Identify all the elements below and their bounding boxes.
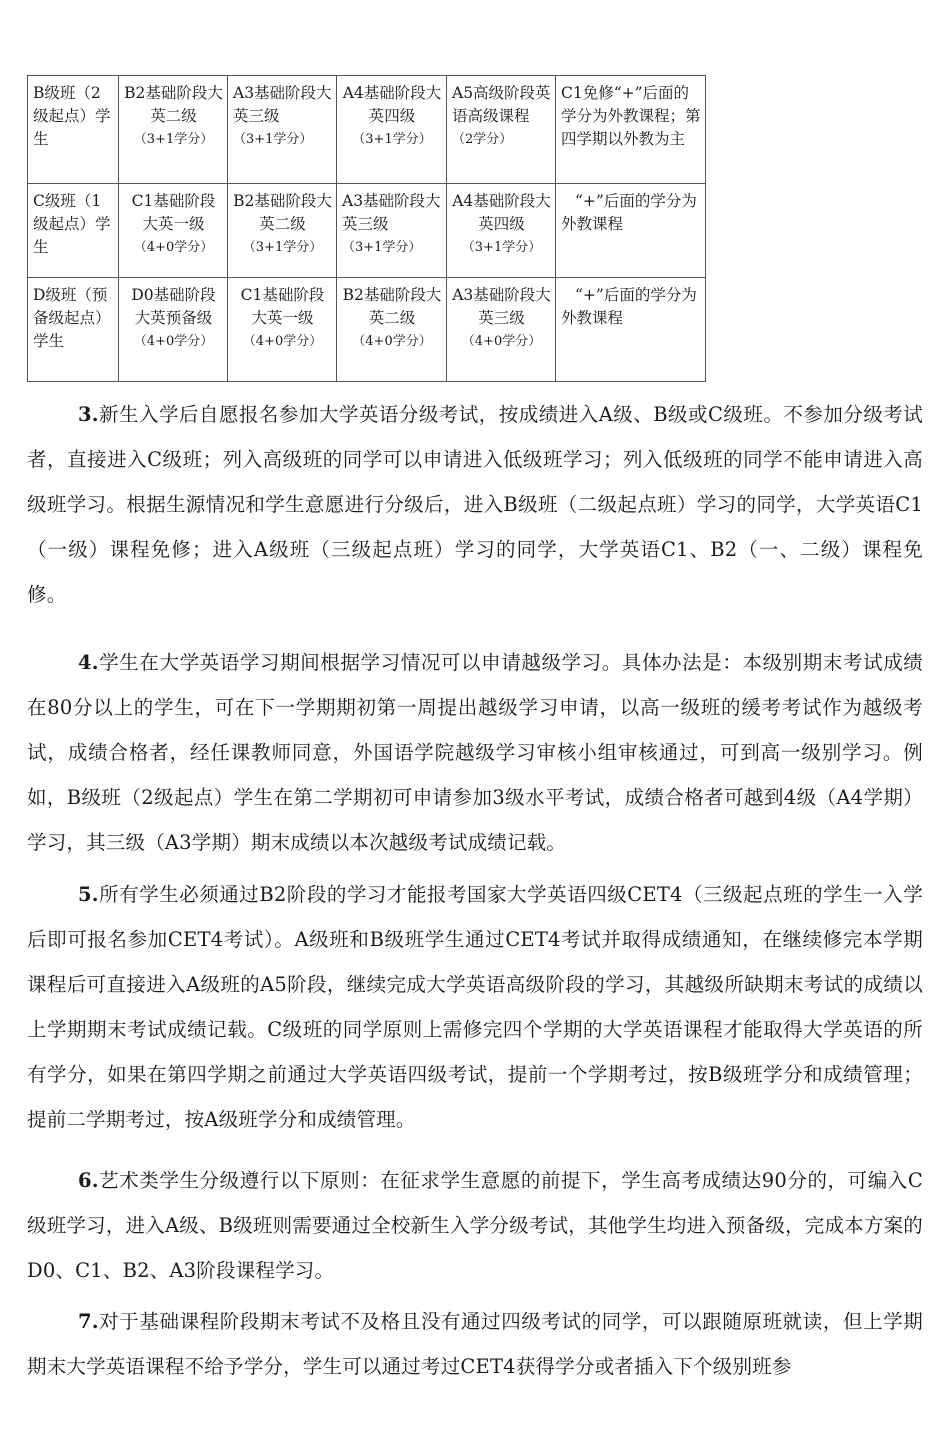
table-row-c-class (28, 184, 706, 278)
class-name-cell: C级班（1级起点）学生 (28, 184, 119, 278)
stage-cell: B2基础阶段大英二级 （3+1学分） (228, 184, 337, 278)
paragraph-7: 7.对于基础课程阶段期末考试不及格且没有通过四级考试的同学，可以跟随原班就读，但上学期期末大学英语课程不给予学分，学生可以通过考过CET4获得学分或者插入下个级别班参 (27, 1310, 923, 1378)
table-row-b-class (28, 76, 706, 184)
note-cell: C1免修“+”后面的学分为外教课程；第四学期以外教为主 (556, 76, 706, 184)
note-cell: “+”后面的学分为外教课程 (556, 184, 706, 278)
paragraph-5: 5.所有学生必须通过B2阶段的学习才能报考国家大学英语四级CET4（三级起点班的学生一入学后即可报名参加CET4考试）。A级班和B级班学生通过CET4考试并取得成绩通知，在继续修完本学期课程后可直接进入A级班的A5阶段，继续完成大学英语高级阶段的学习，其越级所缺期末考试的成绩以上学期期末考试成绩记载。C级班的同学原则上需修完四个学期的大学英语课程才能取得大学英语的所有学分，如果在第四学期之前通过大学英语四级考试，提前一个学期考过，按B级班学分和成绩管理；提前二学期考过，按A级班学分和成绩管理。 (27, 883, 923, 1131)
table-row-d-class (28, 278, 706, 382)
stage-cell: A4基础阶段大英四级 （3+1学分） (447, 184, 556, 278)
stage-cell: B2基础阶段大英二级 （4+0学分） (337, 278, 447, 382)
stage-cell: B2基础阶段大英二级 （3+1学分） (119, 76, 228, 184)
stage-cell: A4基础阶段大英四级 （3+1学分） (337, 76, 447, 184)
stage-cell: C1基础阶段大英一级 （4+0学分） (119, 184, 228, 278)
class-name-cell: B级班（2级起点）学生 (28, 76, 119, 184)
class-name-cell: D级班（预备级起点）学生 (28, 278, 119, 382)
paragraph-3: 3.新生入学后自愿报名参加大学英语分级考试，按成绩进入A级、B级或C级班。不参加分级考试者，直接进入C级班；列入高级班的同学可以申请进入低级班学习；列入低级班的同学不能申请进入高级班学习。根据生源情况和学生意愿进行分级后，进入B级班（二级起点班）学习的同学，大学英语C1（一级）课程免修；进入A级班（三级起点班）学习的同学，大学英语C1、B2（一、二级）课程免修。 (27, 403, 923, 606)
stage-cell: A3基础阶段大英三级 （4+0学分） (447, 278, 556, 382)
stage-cell: A5高级阶段英语高级课程 （2学分） (447, 76, 556, 184)
stage-cell: D0基础阶段大英预备级 （4+0学分） (119, 278, 228, 382)
paragraph-6: 6.艺术类学生分级遵行以下原则：在征求学生意愿的前提下，学生高考成绩达90分的，可编入C级班学习，进入A级、B级班则需要通过全校新生入学分级考试，其他学生均进入预备级，完成本方案的D0、C1、B2、A3阶段课程学习。 (27, 1169, 923, 1282)
paragraph-4: 4.学生在大学英语学习期间根据学习情况可以申请越级学习。具体办法是：本级别期末考试成绩在80分以上的学生，可在下一学期期初第一周提出越级学习申请，以高一级班的缓考考试作为越级考试，成绩合格者，经任课教师同意，外国语学院越级学习审核小组审核通过，可到高一级别学习。例如，B级班（2级起点）学生在第二学期初可申请参加3级水平考试，成绩合格者可越到4级（A4学期）学习，其三级（A3学期）期末成绩以本次越级考试成绩记载。 (27, 651, 923, 854)
stage-cell: A3基础阶段大英三级 （3+1学分） (228, 76, 337, 184)
stage-cell: A3基础阶段大英三级 （3+1学分） (337, 184, 447, 278)
stage-cell: C1基础阶段大英一级 （4+0学分） (228, 278, 337, 382)
grade-credit-table (27, 75, 706, 382)
note-cell: “+”后面的学分为外教课程 (556, 278, 706, 382)
